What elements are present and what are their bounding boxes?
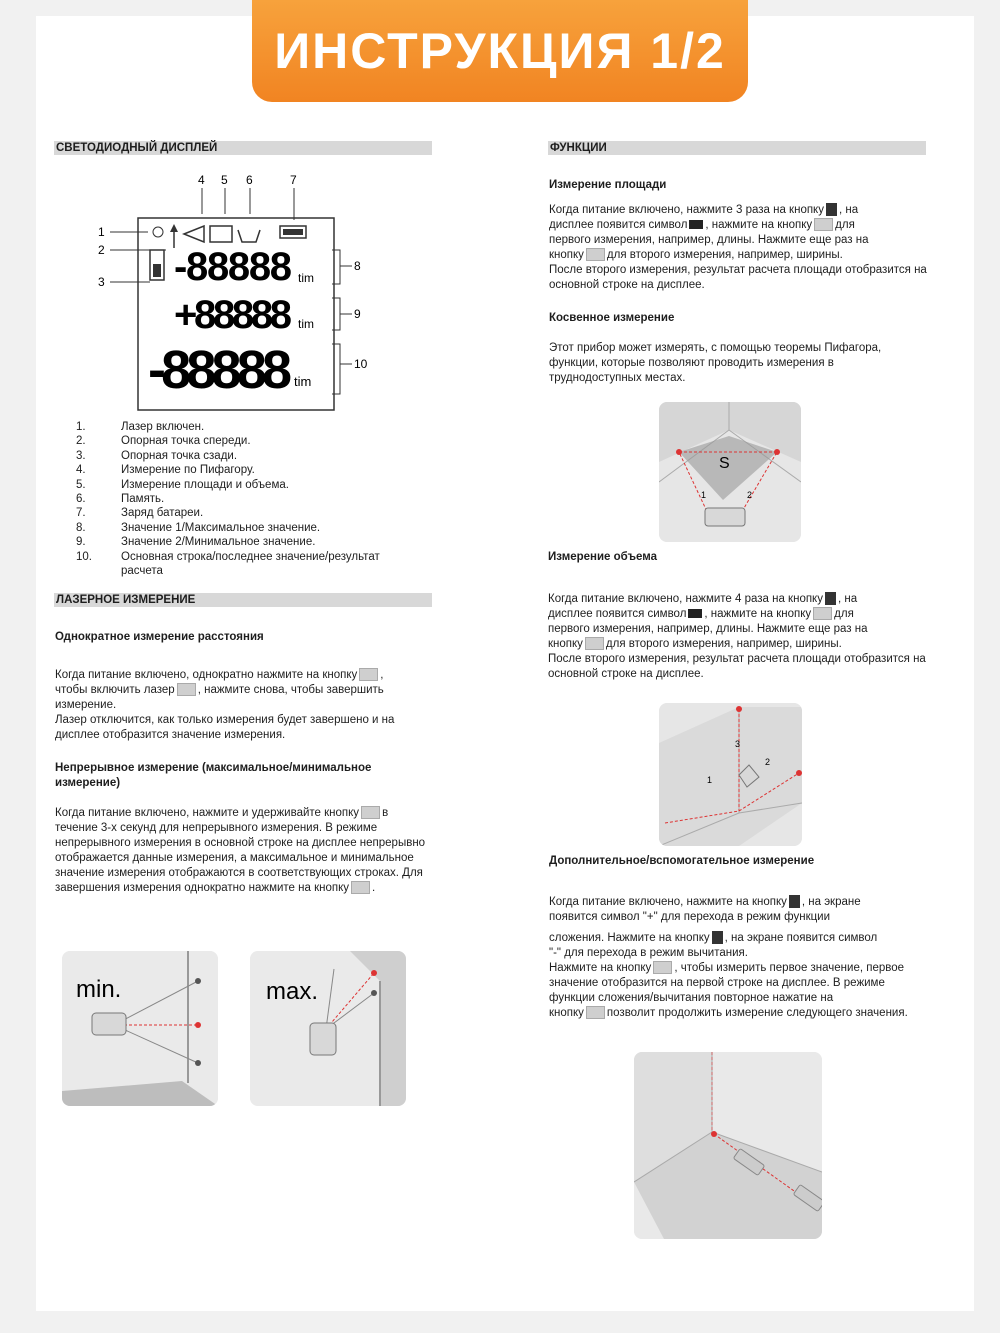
additional-measurement-title: Дополнительное/вспомогательное измерение	[549, 855, 815, 867]
meas-key-icon	[361, 806, 380, 819]
lcd-row-3-unit: tim	[294, 374, 312, 389]
meas-key-icon	[653, 961, 672, 974]
section-led-display: СВЕТОДИОДНЫЙ ДИСПЛЕЙ	[54, 141, 432, 155]
meas-key-icon	[814, 218, 833, 231]
figure-indirect-measurement	[659, 402, 801, 542]
side-mark-2: 2	[747, 490, 753, 500]
callout-4: 4	[198, 173, 205, 187]
callout-6: 6	[246, 173, 253, 187]
list-item: 5. Измерение площади и объема.	[76, 478, 289, 491]
area-measurement-text: Когда питание включено, нажмите 3 раза на кнопку , на дисплее появится символ , нажмите на кнопку для первого измерения, например, длины. Нажмите еще раз на кнопку для второго измерения, например, ширины. После второго измерения, результат расчета площади отобразится на основной строке на дисплее.	[549, 204, 927, 291]
min-label: min.	[76, 976, 122, 1003]
volume-symbol-icon	[688, 609, 702, 618]
list-item: 7. Заряд батареи.	[76, 507, 204, 520]
single-measurement-text: Когда питание включено, однократно нажмите на кнопку , чтобы включить лазер , нажмите снова, чтобы завершить измерение. Лазер отключится, как только измерения будет завершено и на дисплее отобразится значение измерения.	[55, 669, 395, 741]
lcd-row-1-unit: tim	[298, 271, 314, 285]
list-item: 10. Основная строка/последнее значение/результат расчета	[76, 550, 380, 578]
edge-mark-3: 3	[735, 739, 741, 749]
lcd-row-2-digits: +88888	[174, 293, 292, 337]
callout-5: 5	[221, 173, 228, 187]
continuous-measurement-title: Непрерывное измерение (максимальное/минимальное измерение)	[55, 762, 372, 789]
function-key-icon	[826, 203, 837, 216]
lcd-display-diagram	[88, 168, 388, 416]
section-laser-measurement: ЛАЗЕРНОЕ ИЗМЕРЕНИЕ	[54, 593, 432, 607]
callout-3: 3	[98, 275, 105, 289]
figure-volume-measurement	[659, 703, 802, 846]
continuous-measurement-text: Когда питание включено, нажмите и удерживайте кнопку в течение 3-х секунд для непрерывного измерения. В режиме непрерывного измерения в основной строке на дисплее непрерывно отображается данные измерения, а максимальное и минимальное значение измерения отображаются в соответствующих строках. Для завершения измерения однократно нажмите на кнопку .	[55, 807, 426, 894]
figure-min-measurement	[62, 951, 218, 1106]
callout-10: 10	[354, 357, 368, 371]
display-legend-list	[76, 420, 421, 578]
meas-key-icon	[177, 683, 196, 696]
callout-7: 7	[290, 173, 297, 187]
area-symbol-icon	[689, 220, 703, 229]
edge-mark-2: 2	[765, 757, 771, 767]
area-measurement-title: Измерение площади	[549, 179, 667, 191]
area-s-label: S	[719, 455, 730, 472]
side-mark-1: 1	[701, 490, 707, 500]
edge-mark-1: 1	[707, 775, 713, 785]
lcd-row-2-unit: tim	[298, 317, 314, 331]
meas-key-icon	[585, 637, 604, 650]
list-item: 1. Лазер включен.	[76, 421, 205, 433]
page-title: ИНСТРУКЦИЯ 1/2	[274, 23, 726, 79]
callout-2: 2	[98, 243, 105, 257]
title-banner	[252, 0, 748, 102]
figure-max-measurement	[250, 951, 406, 1106]
lcd-row-3-digits: -88888	[148, 340, 292, 400]
callout-9: 9	[354, 307, 361, 321]
single-measurement-title: Однократное измерение расстояния	[55, 631, 264, 643]
list-item: 9. Значение 2/Минимальное значение.	[76, 536, 316, 549]
callout-8: 8	[354, 259, 361, 273]
callout-1: 1	[98, 225, 105, 239]
meas-key-icon	[359, 668, 378, 681]
max-label: max.	[266, 978, 319, 1005]
volume-measurement-text: Когда питание включено, нажмите 4 раза на кнопку , на дисплее появится символ , нажмите на кнопку для первого измерения, например, длины. Нажмите еще раз на кнопку для второго измерения, например, ширины. После второго измерения, результат расчета площади отобразится на основной строке на дисплее.	[548, 593, 926, 680]
meas-key-icon	[351, 881, 370, 894]
indirect-measurement-text: Этот прибор может измерять, с помощью теоремы Пифагора, функции, которые позволяют проводить измерения в труднодоступных местах.	[549, 342, 882, 384]
list-item: 2. Опорная точка спереди.	[76, 435, 251, 448]
figure-additional-measurement	[634, 1052, 822, 1239]
volume-measurement-title: Измерение объема	[548, 551, 657, 563]
meas-key-icon	[813, 607, 832, 620]
list-item: 6. Память.	[76, 493, 165, 506]
meas-key-icon	[586, 248, 605, 261]
function-key-icon	[712, 931, 723, 944]
meas-key-icon	[586, 1006, 605, 1019]
function-key-icon	[789, 895, 800, 908]
list-item: 8. Значение 1/Максимальное значение.	[76, 521, 321, 534]
list-item: 3. Опорная точка сзади.	[76, 449, 238, 462]
section-functions: ФУНКЦИИ	[548, 141, 926, 155]
function-key-icon	[825, 592, 836, 605]
additional-measurement-text: Когда питание включено, нажмите на кнопку , на экране появится символ "+" для перехода в режим функции сложения. Нажмите на кнопку , на экране появится символ "-" для перехода в режим вычитания. Нажмите на кнопку , чтобы измерить первое значение, первое значение отобразится на первой строке на дисплее. В режиме функции сложения/вычитания повторное нажатие на кнопку позволит продолжить измерение следующего значения.	[549, 896, 908, 1019]
lcd-row-1-digits: -88888	[174, 245, 292, 289]
list-item: 4. Измерение по Пифагору.	[76, 464, 255, 477]
indirect-measurement-title: Косвенное измерение	[549, 312, 675, 324]
